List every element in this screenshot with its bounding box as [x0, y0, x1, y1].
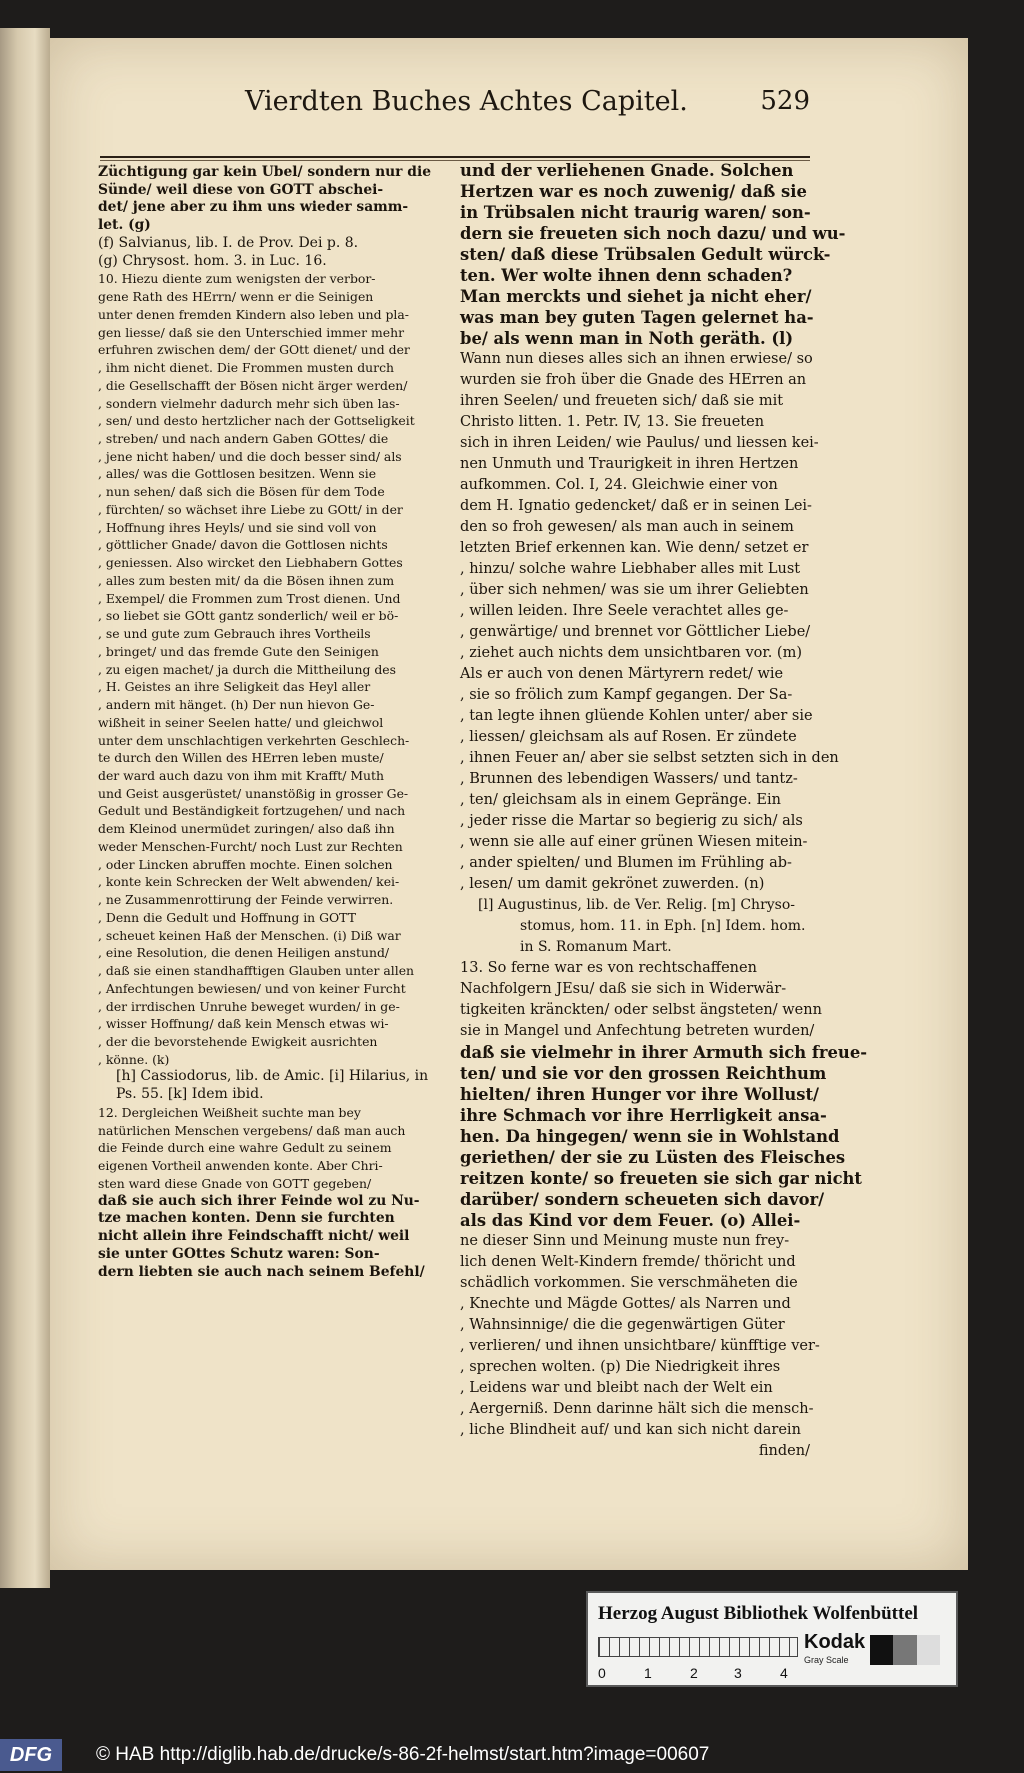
text-line: , Hoffnung ihres Heyls/ und sie sind voll von: [98, 519, 377, 535]
text-line: eigenen Vortheil anwenden konte. Aber Chri-: [98, 1158, 383, 1174]
text-line: [h] Cassiodorus, lib. de Amic. [i] Hilarius, in: [116, 1068, 429, 1085]
text-line: was man bey guten Tagen gelernet ha-: [460, 308, 814, 327]
text-line: ihre Schmach vor ihre Herrligkeit ansa-: [460, 1106, 827, 1125]
text-line: , sondern vielmehr dadurch mehr sich üben las-: [98, 395, 400, 411]
text-line: Man merckts und siehet ja nicht eher/: [460, 287, 812, 306]
text-line: dem H. Ignatio gedencket/ daß er in seinen Lei-: [460, 498, 812, 514]
text-line: , ne Zusammenrottirung der Feinde verwirren.: [98, 892, 394, 908]
text-line: und Geist ausgerüstet/ unanstößig in grosser Ge-: [98, 785, 409, 801]
text-line: weder Menschen-Furcht/ noch Lust zur Rechten: [98, 838, 403, 854]
text-line: 12. Dergleichen Weißheit suchte man bey: [98, 1104, 361, 1120]
text-line: , sie so frölich zum Kampf gegangen. Der Sa-: [460, 687, 793, 703]
swatch-gray: [893, 1635, 916, 1665]
text-line: , göttlicher Gnade/ davon die Gottlosen nichts: [98, 537, 388, 553]
text-line: , so liebet sie GOtt gantz sonderlich/ weil er bö-: [98, 608, 399, 624]
text-line: daß sie auch sich ihrer Feinde wol zu Nu-: [98, 1192, 420, 1209]
text-line: die Feinde durch eine wahre Gedult zu seinem: [98, 1140, 392, 1156]
text-line: Züchtigung gar kein Ubel/ sondern nur die: [98, 164, 432, 180]
text-line: , wenn sie alle auf einer grünen Wiesen mitein-: [460, 834, 808, 850]
text-line: daß sie vielmehr in ihrer Armuth sich freue-: [460, 1043, 868, 1062]
gray-scale-caption: Gray Scale: [804, 1655, 849, 1665]
text-line: , daß sie einen standhafftigen Glauben unter allen: [98, 963, 415, 979]
text-line: det/ jene aber zu ihm uns wieder samm-: [98, 199, 409, 216]
text-line: nicht allein ihre Feindschafft nicht/ weil: [98, 1228, 410, 1245]
text-line: Christo litten. 1. Petr. IV, 13. Sie freueten: [460, 414, 765, 430]
text-line: Ps. 55. [k] Idem ibid.: [116, 1086, 264, 1103]
text-line: ten. Wer wolte ihnen denn schaden?: [460, 266, 793, 285]
adjacent-page-edge: [0, 28, 50, 1588]
text-line: , geniessen. Also wircket den Liebhabern Gottes: [98, 555, 403, 571]
text-line: gen liesse/ daß sie den Unterschied immer mehr: [98, 324, 405, 340]
copyright-link-text[interactable]: © HAB http://diglib.hab.de/drucke/s-86-2f-helmst/start.htm?image=00607: [96, 1744, 710, 1765]
scale-tick: 4: [780, 1665, 788, 1681]
text-line: , ander spielten/ und Blumen im Frühling ab-: [460, 855, 792, 871]
text-line: Hertzen war es noch zuwenig/ daß sie: [460, 182, 807, 201]
text-line: , Exempel/ die Frommen zum Trost dienen. Und: [98, 590, 401, 606]
text-line: , willen leiden. Ihre Seele verachtet alles ge-: [460, 603, 789, 619]
text-line: , ziehet auch nichts dem unsichtbaren vor. (m): [460, 645, 802, 661]
left-text-column: [98, 164, 443, 1281]
text-line: , Denn die Gedult und Hoffnung in GOTT: [98, 909, 356, 925]
header-rule: [100, 156, 810, 158]
text-line: sie in Mangel und Anfechtung betreten wurden/: [460, 1023, 815, 1039]
text-line: 13. So ferne war es von rechtschaffenen: [460, 960, 757, 976]
text-line: , zu eigen machet/ ja durch die Mittheilung des: [98, 661, 396, 677]
scale-tick: 2: [690, 1665, 698, 1681]
text-line: , ten/ gleichsam als in einem Gepränge. Ein: [460, 792, 781, 808]
text-line: , H. Geistes an ihre Seligkeit das Heyl aller: [98, 679, 371, 695]
text-line: , genwärtige/ und brennet vor Göttlicher Liebe/: [460, 624, 811, 640]
text-line: , der die bevorstehende Ewigkeit ausrichten: [98, 1033, 378, 1049]
text-line: unter denen fremden Kindern also leben und pla-: [98, 306, 409, 322]
text-line: gene Rath des HErrn/ wenn er die Seinigen: [98, 289, 374, 305]
text-line: , se und gute zum Gebrauch ihres Vortheils: [98, 626, 371, 642]
text-line: der ward auch dazu von ihm mit Krafft/ Muth: [98, 767, 384, 783]
page-number: 529: [760, 86, 810, 116]
text-line: in S. Romanum Mart.: [520, 939, 672, 955]
text-line: , Wahnsinnige/ die die gegenwärtigen Güter: [460, 1317, 785, 1333]
text-line: reitzen konte/ so freueten sie sich gar nicht: [460, 1169, 862, 1188]
text-line: , streben/ und nach andern Gaben GOttes/ die: [98, 431, 389, 447]
text-line: , ihm nicht dienet. Die Frommen musten durch: [98, 360, 395, 376]
text-line: , oder Lincken abruffen mochte. Einen solchen: [98, 856, 393, 872]
text-line: , sen/ und desto hertzlicher nach der Gottseligkeit: [98, 413, 415, 429]
scale-tick: 1: [644, 1665, 652, 1681]
text-line: wurden sie froh über die Gnade des HErren an: [460, 372, 807, 388]
text-line: , alles zum besten mit/ da die Bösen ihnen zum: [98, 572, 395, 588]
text-line: sie unter GOttes Schutz waren: Son-: [98, 1245, 380, 1262]
text-line: , Knechte und Mägde Gottes/ als Narren und: [460, 1296, 791, 1312]
text-line: wißheit in seiner Seelen hatte/ und gleichwol: [98, 714, 384, 730]
text-line: , jeder risse die Martar so begierig zu sich/ als: [460, 813, 803, 829]
text-line: , konte kein Schrecken der Welt abwenden/ kei-: [98, 874, 400, 890]
text-line: stomus, hom. 11. in Eph. [n] Idem. hom.: [520, 918, 806, 934]
text-line: , hinzu/ solche wahre Liebhaber alles mit Lust: [460, 561, 801, 577]
text-line: 10. Hiezu diente zum wenigsten der verbor-: [98, 271, 376, 287]
text-line: , der irrdischen Unruhe beweget wurden/ in ge-: [98, 998, 400, 1014]
text-line: ihren Seelen/ und freueten sich/ daß sie mit: [460, 393, 784, 409]
text-line: , jene nicht haben/ und die doch besser sind/ als: [98, 448, 402, 464]
text-line: sten/ daß diese Trübsalen Gedult würck-: [460, 245, 831, 264]
text-line: Gedult und Beständigkeit fortzugehen/ und nach: [98, 803, 406, 819]
text-line: , die Gesellschafft der Bösen nicht ärger werden/: [98, 377, 408, 393]
gray-swatches: [870, 1635, 940, 1665]
text-line: , tan legte ihnen glüende Kohlen unter/ aber sie: [460, 708, 813, 724]
text-line: Wann nun dieses alles sich an ihnen erwiese/ so: [460, 351, 813, 367]
text-line: Als er auch von denen Märtyrern redet/ wie: [460, 666, 784, 682]
text-line: [l] Augustinus, lib. de Ver. Relig. [m] Chryso-: [478, 897, 796, 913]
text-line: dern sie freueten sich noch dazu/ und wu-: [460, 224, 846, 243]
text-line: geriethen/ der sie zu Lüsten des Fleisches: [460, 1148, 846, 1167]
text-line: , scheuet keinen Haß der Menschen. (i) Diß war: [98, 927, 401, 943]
text-line: , könne. (k): [98, 1051, 170, 1067]
text-line: Nachfolgern JEsu/ daß sie sich in Widerwär-: [460, 981, 787, 997]
text-line: te durch den Willen des HErren leben muste/: [98, 750, 384, 766]
text-line: tigkeiten kränckten/ oder selbst ängsteten/ wenn: [460, 1002, 822, 1018]
text-line: dem Kleinod unermüdet zuringen/ also daß ihn: [98, 821, 395, 837]
text-line: hen. Da hingegen/ wenn sie in Wohlstand: [460, 1127, 840, 1146]
swatch-light: [917, 1635, 940, 1665]
text-line: darüber/ sondern scheueten sich davor/: [460, 1190, 825, 1209]
text-line: nen Unmuth und Traurigkeit in ihren Hertzen: [460, 456, 799, 472]
text-line: aufkommen. Col. I, 24. Gleichwie einer von: [460, 477, 778, 493]
text-line: , Leidens war und bleibt nach der Welt ein: [460, 1380, 773, 1396]
text-line: lich denen Welt-Kindern fremde/ thöricht und: [460, 1254, 796, 1270]
text-line: unter dem unschlachtigen verkehrten Geschlech-: [98, 732, 410, 748]
text-line: als das Kind vor dem Feuer. (o) Allei-: [460, 1211, 801, 1230]
text-line: , liche Blindheit auf/ und kan sich nicht darein: [460, 1422, 801, 1438]
swatch-black: [870, 1635, 893, 1665]
text-line: schädlich vorkommen. Sie verschmäheten die: [460, 1275, 798, 1291]
text-line: , fürchten/ so wächset ihre Liebe zu GOtt/ in der: [98, 501, 403, 517]
text-line: , nun sehen/ daß sich die Bösen für dem Tode: [98, 484, 385, 500]
text-line: , sprechen wolten. (p) Die Niedrigkeit ihres: [460, 1359, 781, 1375]
scale-tick: 0: [598, 1665, 606, 1681]
text-line: , eine Resolution, die denen Heiligen anstund/: [98, 945, 390, 961]
text-line: , ihnen Feuer an/ aber sie selbst setzten sich in den: [460, 750, 839, 766]
scale-tick: 3: [734, 1665, 742, 1681]
text-line: ten/ und sie vor den grossen Reichthum: [460, 1064, 827, 1083]
text-line: be/ als wenn man in Noth geräth. (l): [460, 329, 794, 348]
running-title: Vierdten Buches Achtes Capitel.: [245, 86, 688, 117]
text-line: hielten/ ihren Hunger vor ihre Wollust/: [460, 1085, 819, 1104]
text-line: letzten Brief erkennen kan. Wie denn/ setzet er: [460, 540, 809, 556]
text-line: (g) Chrysost. hom. 3. in Luc. 16.: [98, 252, 327, 269]
text-line: den so froh gewesen/ als man auch in seinem: [460, 519, 794, 535]
right-text-column: [460, 160, 868, 1462]
gray-scale-ruler: [598, 1637, 798, 1657]
text-line: , Anfechtungen bewiesen/ und von keiner Furcht: [98, 980, 406, 996]
text-line: , liessen/ gleichsam als auf Rosen. Er zündete: [460, 729, 797, 745]
library-name: Herzog August Bibliothek Wolfenbüttel: [598, 1603, 919, 1624]
text-line: , Aergerniß. Denn darinne hält sich die mensch-: [460, 1401, 814, 1417]
text-line: in Trübsalen nicht traurig waren/ son-: [460, 203, 811, 222]
text-line: Sünde/ weil diese von GOTT abschei-: [98, 181, 384, 198]
text-line: , Brunnen des lebendigen Wassers/ und tantz-: [460, 771, 798, 787]
text-line: , andern mit hänget. (h) Der nun hievon Ge-: [98, 697, 375, 713]
text-line: und der verliehenen Gnade. Solchen: [460, 161, 794, 180]
text-line: finden/: [758, 1443, 810, 1459]
text-line: , bringet/ und das fremde Gute den Seinigen: [98, 643, 379, 659]
text-line: let. (g): [98, 217, 151, 234]
kodak-logo: Kodak: [804, 1631, 866, 1653]
text-line: , alles/ was die Gottlosen besitzen. Wenn sie: [98, 466, 377, 482]
text-line: sten ward diese Gnade von GOTT gegeben/: [98, 1175, 372, 1191]
text-line: dern liebten sie auch nach seinem Befehl/: [98, 1263, 425, 1280]
library-color-scale-stamp: [586, 1591, 958, 1687]
text-line: natürlichen Menschen vergebens/ daß man auch: [98, 1122, 406, 1138]
text-line: , über sich nehmen/ was sie um ihrer Geliebten: [460, 582, 809, 598]
text-line: tze machen konten. Denn sie furchten: [98, 1210, 395, 1227]
text-line: sich in ihren Leiden/ wie Paulus/ und liessen kei-: [460, 435, 819, 451]
text-line: , lesen/ um damit gekrönet zuwerden. (n): [460, 876, 765, 892]
text-line: ne dieser Sinn und Meinung muste nun frey-: [460, 1233, 790, 1249]
running-head: [155, 84, 810, 124]
text-line: erfuhren zwischen dem/ der GOtt dienet/ und der: [98, 342, 410, 358]
dfg-logo: DFG: [0, 1739, 62, 1771]
text-line: , wisser Hoffnung/ daß kein Mensch etwas wi-: [98, 1016, 389, 1032]
text-line: (f) Salvianus, lib. I. de Prov. Dei p. 8.: [98, 234, 359, 251]
text-line: , verlieren/ und ihnen unsichtbare/ künfftige ver-: [460, 1338, 820, 1354]
